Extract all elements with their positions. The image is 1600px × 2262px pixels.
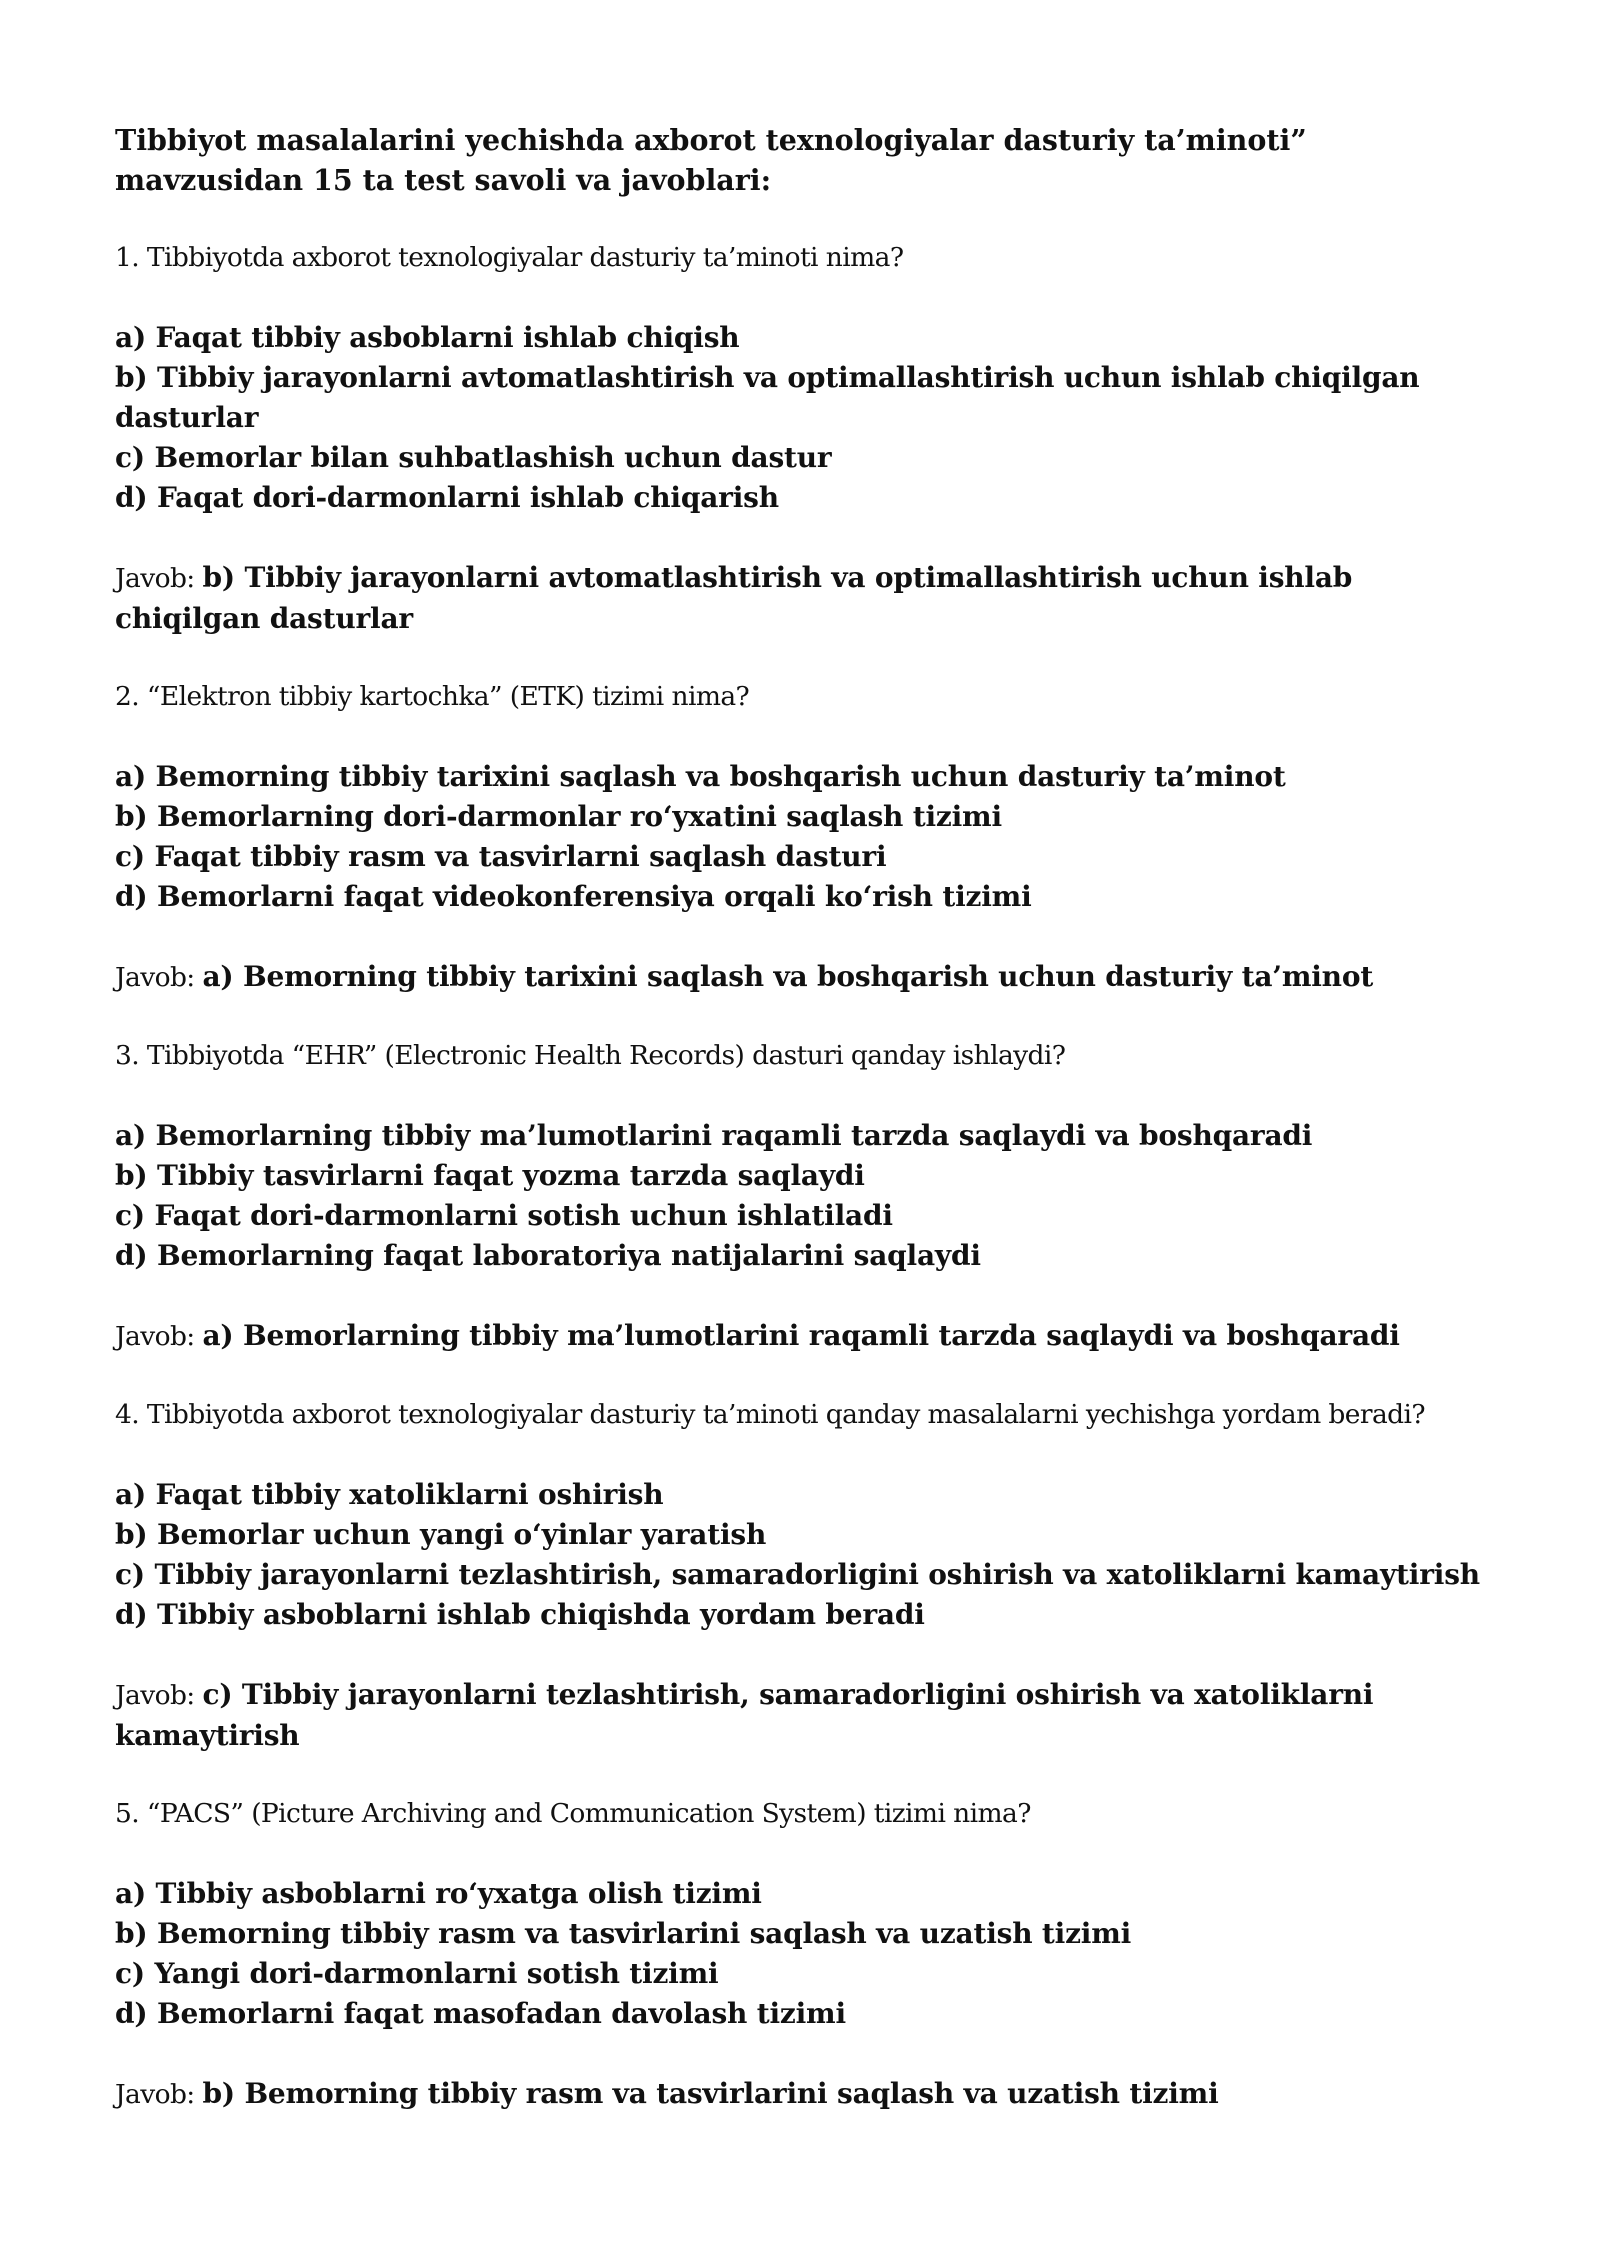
question-block-3 bbox=[115, 1036, 1485, 1357]
document-title: Tibbiyot masalalarini yechishda axborot texnologiyalar dasturiy ta’minoti” mavzusidan 15 ta test savoli va javoblari: bbox=[115, 123, 1307, 197]
answer-text: b) Tibbiy jarayonlarni avtomatlashtirish va optimallashtirish uchun ishlab chiqilgan dasturlar bbox=[115, 561, 1353, 635]
document-page bbox=[115, 120, 1485, 2115]
options-list bbox=[115, 1475, 1485, 1635]
question-text: 2. “Elektron tibbiy kartochka” (ETK) tizimi nima? bbox=[115, 681, 750, 712]
option-b: b) Bemorlarning dori-darmonlar ro‘yxatini saqlash tizimi bbox=[115, 800, 1002, 833]
option-a: a) Tibbiy asboblarni ro‘yxatga olish tizimi bbox=[115, 1877, 762, 1910]
question-text: 5. “PACS” (Picture Archiving and Communication System) tizimi nima? bbox=[115, 1798, 1031, 1829]
answer-line bbox=[115, 558, 1485, 639]
answer-prefix: Javob: bbox=[115, 2079, 203, 2110]
answer-prefix: Javob: bbox=[115, 962, 203, 993]
option-b: b) Tibbiy tasvirlarni faqat yozma tarzda saqlaydi bbox=[115, 1159, 865, 1192]
option-b: b) Tibbiy jarayonlarni avtomatlashtirish va optimallashtirish uchun ishlab chiqilgan dasturlar bbox=[115, 361, 1420, 434]
question-text: 1. Tibbiyotda axborot texnologiyalar dasturiy ta’minoti nima? bbox=[115, 242, 904, 273]
answer-text: a) Bemorning tibbiy tarixini saqlash va boshqarish uchun dasturiy ta’minot bbox=[202, 960, 1374, 993]
answer-prefix: Javob: bbox=[115, 1321, 203, 1352]
answer-text: a) Bemorlarning tibbiy ma’lumotlarini raqamli tarzda saqlaydi va boshqaradi bbox=[202, 1319, 1400, 1352]
option-c: c) Bemorlar bilan suhbatlashish uchun dastur bbox=[115, 441, 832, 474]
options-list bbox=[115, 757, 1485, 917]
option-a: a) Faqat tibbiy asboblarni ishlab chiqish bbox=[115, 321, 740, 354]
answer-line bbox=[115, 1675, 1485, 1756]
options-list bbox=[115, 1874, 1485, 2034]
options-list bbox=[115, 318, 1485, 518]
answer-prefix: Javob: bbox=[115, 1680, 203, 1711]
question-text: 4. Tibbiyotda axborot texnologiyalar dasturiy ta’minoti qanday masalalarni yechishga yordam beradi? bbox=[115, 1399, 1425, 1430]
option-c: c) Faqat tibbiy rasm va tasvirlarni saqlash dasturi bbox=[115, 840, 887, 873]
answer-text: c) Tibbiy jarayonlarni tezlashtirish, samaradorligini oshirish va xatoliklarni kamaytirish bbox=[115, 1678, 1374, 1752]
option-b: b) Bemorlar uchun yangi o‘yinlar yaratish bbox=[115, 1518, 767, 1551]
answer-line bbox=[115, 1316, 1485, 1357]
option-a: a) Bemorning tibbiy tarixini saqlash va boshqarish uchun dasturiy ta’minot bbox=[115, 760, 1286, 793]
question-block-1 bbox=[115, 238, 1485, 639]
question-block-5 bbox=[115, 1794, 1485, 2115]
option-c: c) Faqat dori-darmonlarni sotish uchun ishlatiladi bbox=[115, 1199, 893, 1232]
option-a: a) Bemorlarning tibbiy ma’lumotlarini raqamli tarzda saqlaydi va boshqaradi bbox=[115, 1119, 1313, 1152]
question-block-2 bbox=[115, 677, 1485, 998]
option-b: b) Bemorning tibbiy rasm va tasvirlarini saqlash va uzatish tizimi bbox=[115, 1917, 1132, 1950]
option-d: d) Bemorlarni faqat masofadan davolash tizimi bbox=[115, 1997, 846, 2030]
answer-text: b) Bemorning tibbiy rasm va tasvirlarini saqlash va uzatish tizimi bbox=[202, 2077, 1219, 2110]
answer-prefix: Javob: bbox=[115, 563, 203, 594]
option-d: d) Bemorlarning faqat laboratoriya natijalarini saqlaydi bbox=[115, 1239, 981, 1272]
question-text: 3. Tibbiyotda “EHR” (Electronic Health Records) dasturi qanday ishlaydi? bbox=[115, 1040, 1066, 1071]
answer-line bbox=[115, 957, 1485, 998]
option-d: d) Faqat dori-darmonlarni ishlab chiqarish bbox=[115, 481, 779, 514]
option-d: d) Bemorlarni faqat videokonferensiya orqali ko‘rish tizimi bbox=[115, 880, 1032, 913]
options-list bbox=[115, 1116, 1485, 1276]
option-c: c) Tibbiy jarayonlarni tezlashtirish, samaradorligini oshirish va xatoliklarni kamaytirish bbox=[115, 1558, 1480, 1591]
option-a: a) Faqat tibbiy xatoliklarni oshirish bbox=[115, 1478, 664, 1511]
answer-line bbox=[115, 2074, 1485, 2115]
option-d: d) Tibbiy asboblarni ishlab chiqishda yordam beradi bbox=[115, 1598, 925, 1631]
question-block-4 bbox=[115, 1395, 1485, 1756]
option-c: c) Yangi dori-darmonlarni sotish tizimi bbox=[115, 1957, 719, 1990]
